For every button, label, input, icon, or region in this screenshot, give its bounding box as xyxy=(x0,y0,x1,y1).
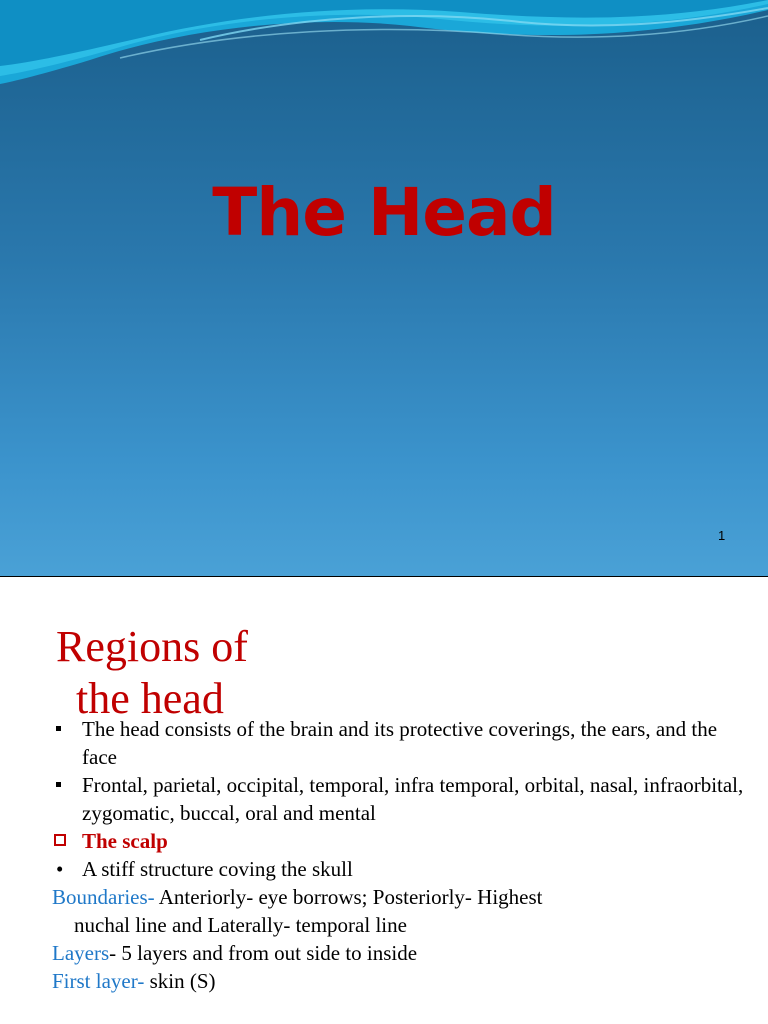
bullet-text: A stiff structure coving the skull xyxy=(82,857,353,881)
boundaries-text-line1: Anteriorly- eye borrows; Posteriorly- Highest xyxy=(154,885,543,909)
square-bullet-icon xyxy=(56,782,61,787)
wave-decoration xyxy=(0,0,768,110)
boundaries-text-line2: nuchal line and Laterally- temporal line xyxy=(74,913,407,937)
bullet-text: Frontal, parietal, occipital, temporal, infra temporal, orbital, nasal, infraorbital, zygomatic, buccal, oral and mental xyxy=(82,773,744,825)
layers-row xyxy=(52,939,752,967)
boundaries-row xyxy=(52,883,752,939)
first-layer-row xyxy=(52,967,752,995)
layers-text: - 5 layers and from out side to inside xyxy=(109,941,418,965)
list-item xyxy=(52,771,752,827)
layers-label: Layers xyxy=(52,941,110,965)
section-title-line2: the head xyxy=(76,674,224,723)
bullet-text: The head consists of the brain and its protective coverings, the ears, and the face xyxy=(82,717,718,769)
checkbox-bullet-icon xyxy=(54,834,66,846)
content-slide xyxy=(0,577,768,1024)
list-item xyxy=(52,855,752,883)
subheading-row xyxy=(52,827,752,855)
first-layer-label: First layer- xyxy=(52,969,145,993)
first-layer-text: skin (S) xyxy=(144,969,216,993)
list-item xyxy=(52,715,752,771)
boundaries-label: Boundaries- xyxy=(52,885,155,909)
square-bullet-icon xyxy=(56,726,61,731)
dot-bullet-icon: • xyxy=(56,857,64,881)
slide-number: 1 xyxy=(718,528,726,543)
section-title xyxy=(56,621,248,725)
section-title-line1: Regions of xyxy=(56,622,248,671)
slide-content xyxy=(52,715,752,995)
slide-title: The Head xyxy=(212,174,556,251)
subheading: The scalp xyxy=(82,829,168,853)
